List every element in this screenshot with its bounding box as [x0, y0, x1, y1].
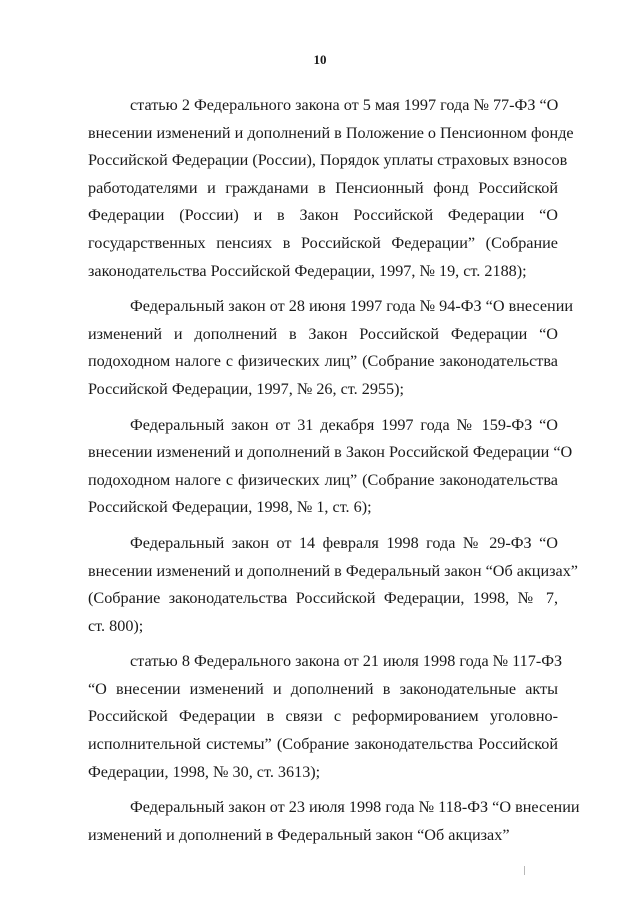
text-line: внесении изменений и дополнений в Закон Российской Федерации “О [88, 443, 573, 462]
text-line: Российской Федерации в связи с реформированием уголовно- [88, 707, 558, 726]
text-line: внесении изменений и дополнений в Положение о Пенсионном фонде [88, 123, 574, 142]
text-line: Федеральный закон от 14 февраля 1998 года № 29-ФЗ “О [130, 533, 558, 552]
text-line: Федерации, 1998, № 30, ст. 3613); [88, 762, 321, 781]
text-line: подоходном налоге с физических лиц” (Собрание законодательства [88, 470, 558, 489]
text-line: статью 2 Федерального закона от 5 мая 1997 года № 77-ФЗ “О [130, 96, 559, 114]
scan-mark [524, 866, 525, 875]
text-line: внесении изменений и дополнений в Федеральный закон “Об акцизах” [88, 561, 578, 580]
text-line: Федеральный закон от 28 июня 1997 года № 94-ФЗ “О внесении [130, 297, 574, 316]
text-line: изменений и дополнений в Федеральный закон “Об акцизах” [88, 825, 510, 844]
text-line: ст. 800); [88, 616, 144, 635]
text-line: Российской Федерации, 1998, № 1, ст. 6); [88, 498, 372, 517]
text-line: исполнительной системы” (Собрание законодательства Российской [88, 735, 558, 754]
document-body [88, 92, 580, 857]
text-line: законодательства Российской Федерации, 1997, № 19, ст. 2188); [88, 261, 527, 280]
text-line: “О внесении изменений и дополнений в законодательные акты [88, 679, 558, 698]
text-line: работодателями и гражданами в Пенсионный фонд Российской [88, 178, 558, 197]
paragraph [88, 794, 580, 849]
paragraph [88, 293, 574, 403]
text-line: подоходном налоге с физических лиц” (Собрание законодательства [88, 352, 558, 371]
text-line: Российской Федерации, 1997, № 26, ст. 2955); [88, 379, 405, 398]
text-line: (Собрание законодательства Российской Федерации, 1998, № 7, [88, 589, 558, 608]
text-line: Федеральный закон от 23 июля 1998 года № 118-ФЗ “О внесении [130, 798, 580, 817]
paragraph [88, 412, 573, 522]
paragraph [88, 648, 563, 786]
text-line: статью 8 Федерального закона от 21 июля 1998 года № 117-ФЗ [130, 652, 563, 671]
text-line: изменений и дополнений в Закон Российской Федерации “О [88, 324, 558, 343]
text-line: Федеральный закон от 31 декабря 1997 года № 159-ФЗ “О [130, 415, 558, 434]
text-line: государственных пенсиях в Российской Федерации” (Собрание [88, 233, 558, 252]
text-line: Федерации (России) и в Закон Российской Федерации “О [88, 206, 558, 225]
paragraph [88, 92, 574, 285]
paragraph [88, 530, 578, 640]
text-line: Российской Федерации (России), Порядок уплаты страховых взносов [88, 151, 568, 170]
page-number: 10 [313, 52, 327, 67]
